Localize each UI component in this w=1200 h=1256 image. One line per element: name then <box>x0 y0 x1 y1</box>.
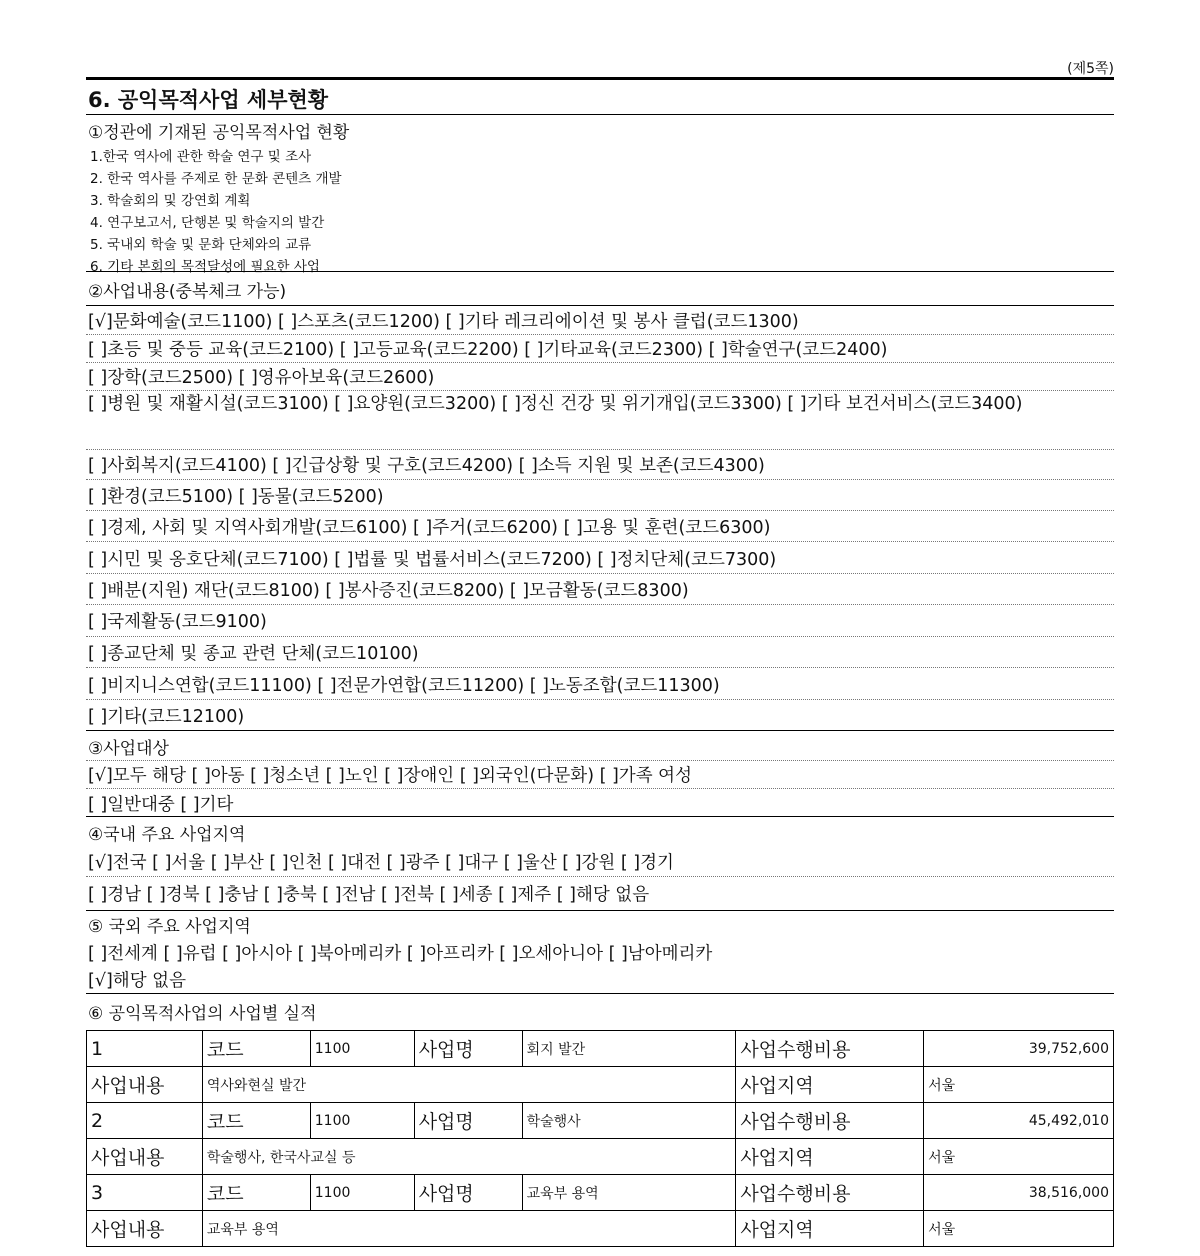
divider <box>86 993 1114 994</box>
record-2-detail-row <box>87 1139 1114 1175</box>
purpose-item: 5. 국내외 학술 및 문화 단체와의 교류 <box>90 237 312 253</box>
record-1-detail-row <box>87 1067 1114 1103</box>
region-value: 서울 <box>924 1067 1114 1103</box>
divider <box>86 910 1114 911</box>
content-label: 사업내용 <box>87 1067 203 1103</box>
content-value: 학술행사, 한국사교실 등 <box>202 1139 735 1175</box>
divider <box>86 114 1114 115</box>
business-checkbox-row: [ ]종교단체 및 종교 관련 단체(코드10100) <box>88 644 419 664</box>
region-label: 사업지역 <box>736 1139 924 1175</box>
overseas-region-row: [ ]전세계 [ ]유럽 [ ]아시아 [ ]북아메리카 [ ]아프리카 [ ]오세아니아 [ ]남아메리카 <box>88 944 713 964</box>
code-value: 1100 <box>310 1175 414 1211</box>
business-checkbox-row: [ ]사회복지(코드4100) [ ]긴급상황 및 구호(코드4200) [ ]소득 지원 및 보존(코드4300) <box>88 456 765 476</box>
purpose-item: 1.한국 역사에 관한 학술 연구 및 조사 <box>90 149 312 165</box>
content-label: 사업내용 <box>87 1139 203 1175</box>
content-label: 사업내용 <box>87 1211 203 1247</box>
code-label: 코드 <box>202 1103 310 1139</box>
dotted-divider <box>86 541 1114 542</box>
dotted-divider <box>86 876 1114 877</box>
divider <box>86 271 1114 272</box>
name-label: 사업명 <box>414 1031 522 1067</box>
dotted-divider <box>86 604 1114 605</box>
dotted-divider <box>86 760 1114 761</box>
dotted-divider <box>86 362 1114 363</box>
section-2-heading: ②사업내용(중복체크 가능) <box>88 282 287 302</box>
performance-table <box>86 1030 1114 1247</box>
name-label: 사업명 <box>414 1175 522 1211</box>
business-name: 교육부 용역 <box>522 1175 736 1211</box>
dotted-divider <box>86 449 1114 450</box>
business-name: 회지 발간 <box>522 1031 736 1067</box>
cost-value: 45,492,010 <box>924 1103 1114 1139</box>
code-value: 1100 <box>310 1103 414 1139</box>
dotted-divider <box>86 636 1114 637</box>
page-number: (제5쪽) <box>1067 61 1114 77</box>
business-checkbox-row: [ ]비지니스연합(코드11100) [ ]전문가연합(코드11200) [ ]노동조합(코드11300) <box>88 676 720 696</box>
domestic-region-row: [√]전국 [ ]서울 [ ]부산 [ ]인천 [ ]대전 [ ]광주 [ ]대구 [ ]울산 [ ]강원 [ ]경기 <box>88 853 674 873</box>
region-label: 사업지역 <box>736 1211 924 1247</box>
code-label: 코드 <box>202 1031 310 1067</box>
business-name: 학술행사 <box>522 1103 736 1139</box>
section-3-heading: ③사업대상 <box>88 739 169 759</box>
code-value: 1100 <box>310 1031 414 1067</box>
region-label: 사업지역 <box>736 1067 924 1103</box>
business-checkbox-row: [√]문화예술(코드1100) [ ]스포츠(코드1200) [ ]기타 레크리에이션 및 봉사 클럽(코드1300) <box>88 312 799 332</box>
page-title: 6. 공익목적사업 세부현황 <box>88 88 329 112</box>
divider <box>86 305 1114 306</box>
record-2-header-row <box>87 1103 1114 1139</box>
cost-label: 사업수행비용 <box>736 1175 924 1211</box>
business-checkbox-row: [ ]시민 및 옹호단체(코드7100) [ ]법률 및 법률서비스(코드7200) [ ]정치단체(코드7300) <box>88 550 777 570</box>
content-value: 역사와현실 발간 <box>202 1067 735 1103</box>
divider <box>86 730 1114 731</box>
target-checkbox-row: [ ]일반대중 [ ]기타 <box>88 795 234 815</box>
record-1-header-row <box>87 1031 1114 1067</box>
dotted-divider <box>86 334 1114 335</box>
business-checkbox-row: [ ]기타(코드12100) <box>88 707 245 727</box>
dotted-divider <box>86 510 1114 511</box>
dotted-divider <box>86 788 1114 789</box>
dotted-divider <box>86 667 1114 668</box>
cost-value: 38,516,000 <box>924 1175 1114 1211</box>
business-checkbox-row: [ ]장학(코드2500) [ ]영유아보육(코드2600) <box>88 368 435 388</box>
divider <box>86 816 1114 817</box>
cost-label: 사업수행비용 <box>736 1103 924 1139</box>
code-label: 코드 <box>202 1175 310 1211</box>
business-checkbox-row: [ ]배분(지원) 재단(코드8100) [ ]봉사증진(코드8200) [ ]모금활동(코드8300) <box>88 581 689 601</box>
name-label: 사업명 <box>414 1103 522 1139</box>
region-value: 서울 <box>924 1211 1114 1247</box>
record-3-header-row <box>87 1175 1114 1211</box>
purpose-item: 3. 학술회의 및 강연회 계획 <box>90 193 251 209</box>
cost-value: 39,752,600 <box>924 1031 1114 1067</box>
record-number: 2 <box>87 1103 203 1139</box>
business-checkbox-row: [ ]경제, 사회 및 지역사회개발(코드6100) [ ]주거(코드6200) [ ]고용 및 훈련(코드6300) <box>88 518 771 538</box>
dotted-divider <box>86 479 1114 480</box>
section-4-heading: ④국내 주요 사업지역 <box>88 825 246 845</box>
section-1-heading: ①정관에 기재된 공익목적사업 현황 <box>88 123 350 143</box>
title-rule <box>86 77 1114 80</box>
cost-label: 사업수행비용 <box>736 1031 924 1067</box>
purpose-item: 6. 기타 본회의 목적달성에 필요한 사업 <box>90 259 320 275</box>
business-checkbox-row: [ ]환경(코드5100) [ ]동물(코드5200) <box>88 487 384 507</box>
business-checkbox-row: [ ]국제활동(코드9100) <box>88 612 267 632</box>
domestic-region-row: [ ]경남 [ ]경북 [ ]충남 [ ]충북 [ ]전남 [ ]전북 [ ]세종 [ ]제주 [ ]해당 없음 <box>88 885 650 905</box>
dotted-divider <box>86 573 1114 574</box>
purpose-item: 2. 한국 역사를 주제로 한 문화 콘텐츠 개발 <box>90 171 342 187</box>
overseas-region-row: [√]해당 없음 <box>88 971 186 991</box>
target-checkbox-row: [√]모두 해당 [ ]아동 [ ]청소년 [ ]노인 [ ]장애인 [ ]외국인(다문화) [ ]가족 여성 <box>88 766 692 786</box>
business-checkbox-row: [ ]병원 및 재활시설(코드3100) [ ]요양원(코드3200) [ ]정신 건강 및 위기개입(코드3300) [ ]기타 보건서비스(코드3400) <box>88 394 1023 414</box>
section-5-heading: ⑤ 국외 주요 사업지역 <box>88 917 251 937</box>
purpose-item: 4. 연구보고서, 단행본 및 학술지의 발간 <box>90 215 325 231</box>
record-number: 1 <box>87 1031 203 1067</box>
content-value: 교육부 용역 <box>202 1211 735 1247</box>
dotted-divider <box>86 699 1114 700</box>
record-number: 3 <box>87 1175 203 1211</box>
section-6-heading: ⑥ 공익목적사업의 사업별 실적 <box>88 1004 317 1024</box>
region-value: 서울 <box>924 1139 1114 1175</box>
record-3-detail-row <box>87 1211 1114 1247</box>
business-checkbox-row: [ ]초등 및 중등 교육(코드2100) [ ]고등교육(코드2200) [ ]기타교육(코드2300) [ ]학술연구(코드2400) <box>88 340 888 360</box>
